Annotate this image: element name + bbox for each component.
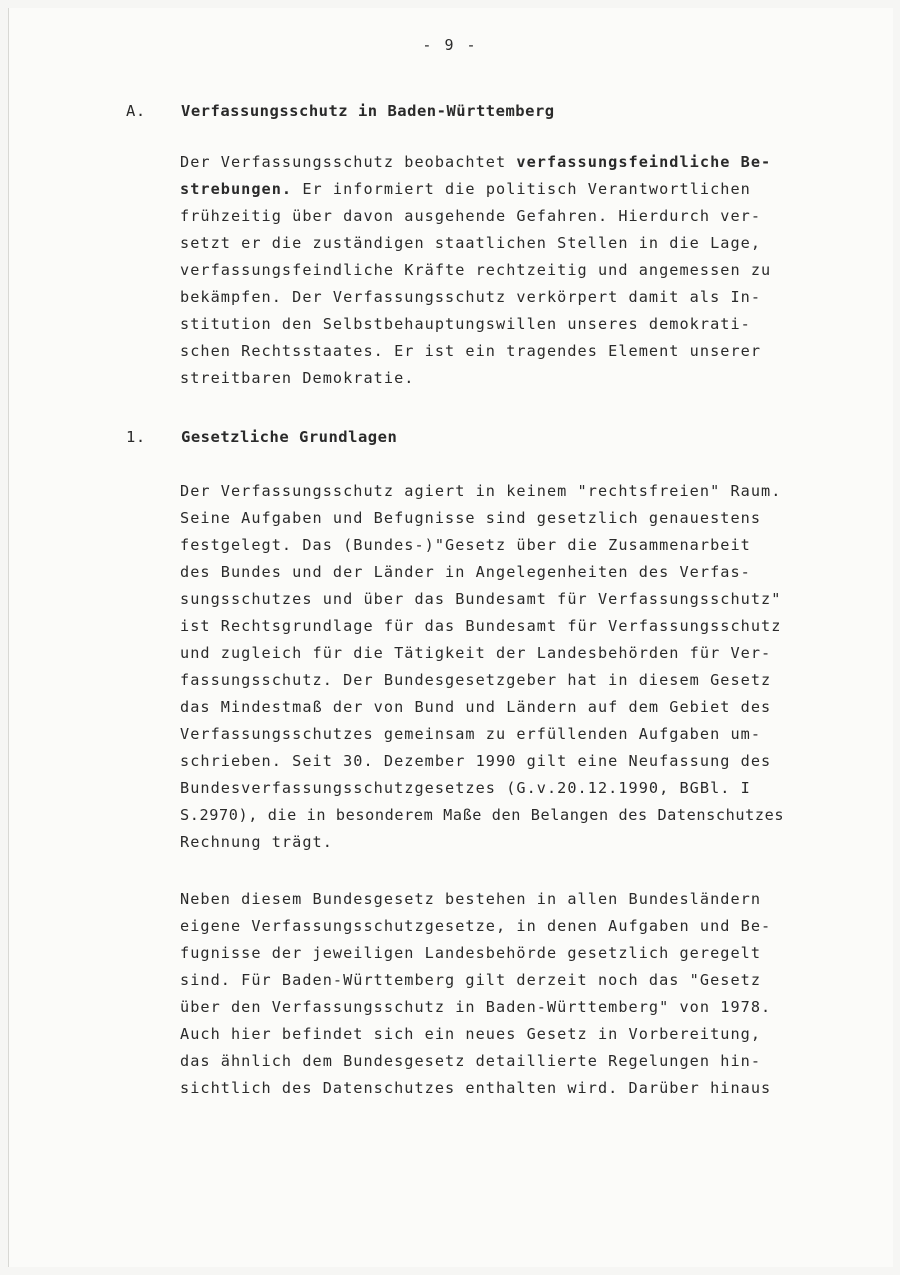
text-line: S.2970), die in besonderem Maße den Belangen des Datenschutzes: [180, 806, 785, 824]
text-line: streitbaren Demokratie.: [180, 369, 415, 387]
emphasis-text: strebungen.: [180, 180, 293, 198]
text-line: stitution den Selbstbehauptungswillen unseres demokrati-: [180, 315, 751, 333]
section-a-title: Verfassungsschutz in Baden-Württemberg: [181, 102, 555, 120]
text-line: Verfassungsschutzes gemeinsam zu erfüllenden Aufgaben um-: [180, 725, 762, 743]
text-line: verfassungsfeindliche Kräfte rechtzeitig und angemessen zu: [180, 261, 772, 279]
text-line: [180, 180, 751, 198]
text-line: sungsschutzes und über das Bundesamt für Verfassungsschutz": [180, 590, 782, 608]
section-1-title: Gesetzliche Grundlagen: [181, 428, 398, 446]
text-line: eigene Verfassungsschutzgesetze, in denen Aufgaben und Be-: [180, 917, 772, 935]
text-line: schen Rechtsstaates. Er ist ein tragendes Element unserer: [180, 342, 762, 360]
emphasis-text: verfassungsfeindliche Be-: [516, 153, 772, 171]
text-line: das ähnlich dem Bundesgesetz detaillierte Regelungen hin-: [180, 1052, 762, 1070]
section-a-number: A.: [126, 102, 146, 120]
text-line: [180, 153, 771, 171]
text-line: setzt er die zuständigen staatlichen Stellen in die Lage,: [180, 234, 762, 252]
text-line: ist Rechtsgrundlage für das Bundesamt für Verfassungsschutz: [180, 617, 782, 635]
text-run: Der Verfassungsschutz beobachtet: [180, 153, 517, 171]
text-line: festgelegt. Das (Bundes-)"Gesetz über die Zusammenarbeit: [180, 536, 751, 554]
text-line: das Mindestmaß der von Bund und Ländern auf dem Gebiet des: [180, 698, 772, 716]
text-line: fugnisse der jeweiligen Landesbehörde gesetzlich geregelt: [180, 944, 762, 962]
text-line: schrieben. Seit 30. Dezember 1990 gilt eine Neufassung des: [180, 752, 772, 770]
text-line: fassungsschutz. Der Bundesgesetzgeber hat in diesem Gesetz: [180, 671, 772, 689]
section-a-heading: [126, 102, 726, 122]
text-line: Neben diesem Bundesgesetz bestehen in allen Bundesländern: [180, 890, 762, 908]
text-line: bekämpfen. Der Verfassungsschutz verkörpert damit als In-: [180, 288, 762, 306]
text-line: und zugleich für die Tätigkeit der Landesbehörden für Ver-: [180, 644, 772, 662]
text-run: Er informiert die politisch Verantwortlichen: [292, 180, 751, 198]
text-line: des Bundes und der Länder in Angelegenheiten des Verfas-: [180, 563, 751, 581]
text-line: Auch hier befindet sich ein neues Gesetz in Vorbereitung,: [180, 1025, 762, 1043]
text-line: sichtlich des Datenschutzes enthalten wird. Darüber hinaus: [180, 1079, 772, 1097]
page-number: - 9 -: [422, 36, 478, 54]
text-line: frühzeitig über davon ausgehende Gefahren. Hierdurch ver-: [180, 207, 762, 225]
text-line: Rechnung trägt.: [180, 833, 333, 851]
text-line: sind. Für Baden-Württemberg gilt derzeit noch das "Gesetz: [180, 971, 762, 989]
text-line: Bundesverfassungsschutzgesetzes (G.v.20.12.1990, BGBl. I: [180, 779, 751, 797]
text-line: Seine Aufgaben und Befugnisse sind gesetzlich genauestens: [180, 509, 762, 527]
section-1-heading: [126, 428, 726, 448]
text-line: über den Verfassungsschutz in Baden-Württemberg" von 1978.: [180, 998, 772, 1016]
section-1-number: 1.: [126, 428, 146, 446]
text-line: Der Verfassungsschutz agiert in keinem "rechtsfreien" Raum.: [180, 482, 782, 500]
